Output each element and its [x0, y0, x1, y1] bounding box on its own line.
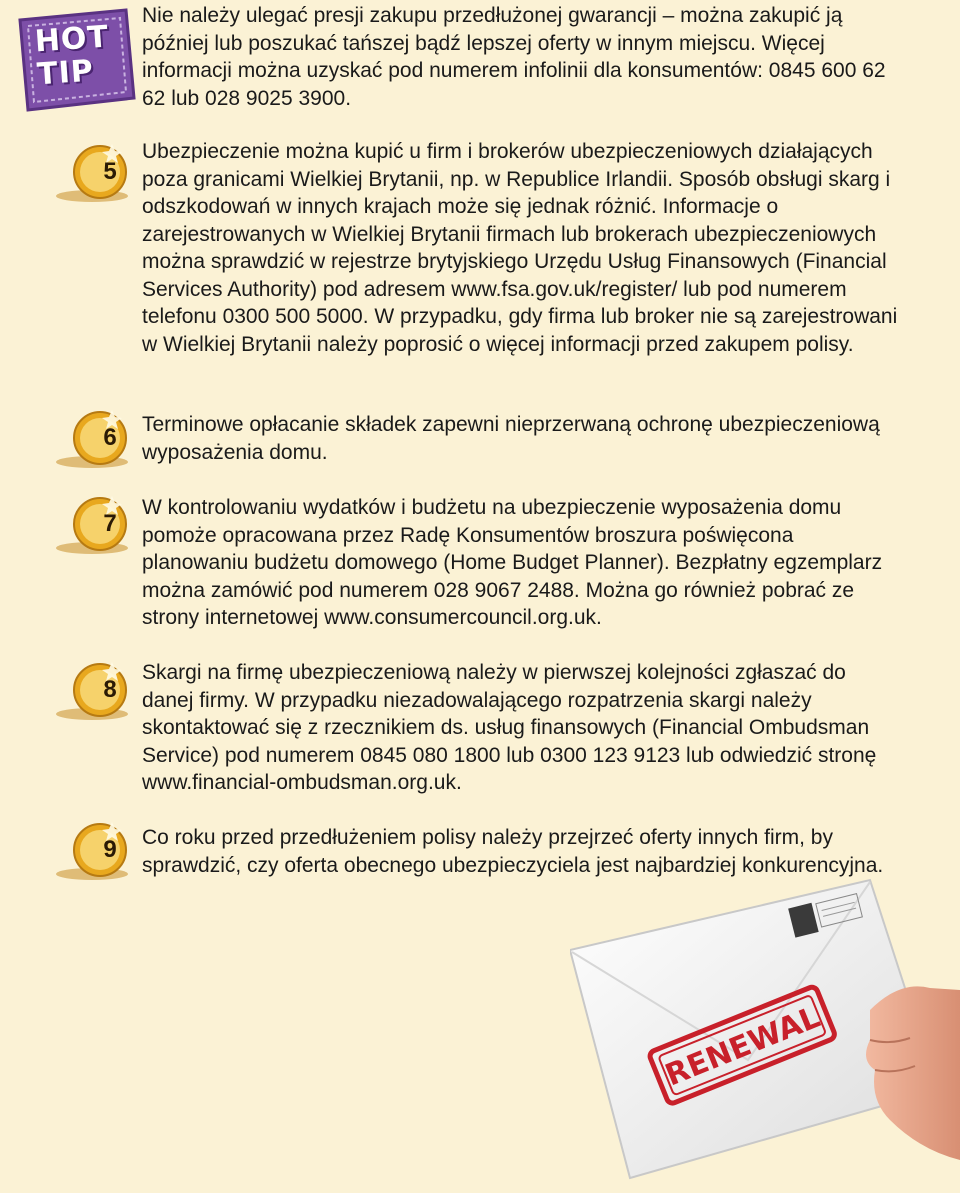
number-badge-5 [72, 144, 128, 200]
hot-tip-label: HOT TIP [33, 19, 111, 93]
number-badge-7 [72, 496, 128, 552]
tip-intro-text: Nie należy ulegać presji zakupu przedłużonej gwarancji – można zakupić ją później lub poszukać tańszej bądź lepszej oferty w innym miejscu. Więcej informacji można uzyskać pod numerem infolinii dla konsumentów: 0845 600 62 62 lub 028 9025 3900. [142, 4, 886, 110]
envelope-icon [570, 860, 960, 1188]
number-badge-8 [72, 662, 128, 718]
number-badge-6 [72, 410, 128, 466]
tip-7-text: W kontrolowaniu wydatków i budżetu na ubezpieczenie wyposażenia domu pomoże opracowana przez Radę Konsumentów broszura poświęcona planowaniu budżetu domowego (Home Budget Planner). Bezpłatny egzemplarz można zamówić pod numerem 028 9067 2488. Można go również pobrać ze strony internetowej www.consumercouncil.org.uk. [142, 496, 883, 629]
tip-5-text: Ubezpieczenie można kupić u firm i brokerów ubezpieczeniowych działających poza granicami Wielkiej Brytanii, np. w Republice Irlandii. Sposób obsługi skarg i odszkodowań w innych krajach może się jednak różnić. Informacje o zarejestrowanych w Wielkiej Brytanii firmach lub brokerach ubezpieczeniowych można sprawdzić w rejestrze brytyjskiego Urzędu Usług Finansowych (Financial Services Authority) pod adresem www.fsa.gov.uk/register/ lub pod numerem telefonu 0300 500 5000. W przypadku, gdy firma lub broker nie są zarejestrowani w Wielkiej Brytanii należy poprosić o więcej informacji przed zakupem polisy. [142, 140, 898, 356]
tip-9-text: Co roku przed przedłużeniem polisy należy przejrzeć oferty innych firm, by sprawdzić, czy oferta obecnego ubezpieczyciela jest najbardziej konkurencyjna. [142, 826, 884, 877]
tip-8-text: Skargi na firmę ubezpieczeniową należy w pierwszej kolejności zgłaszać do danej firmy. W przypadku niezadowalającego rozpatrzenia skargi należy skontaktować się z rzecznikiem ds. usług finansowych (Financial Ombudsman Service) pod numerem 0845 080 1800 lub 0300 123 9123 lub odwiedzić stronę www.financial-ombudsman.org.uk. [142, 661, 877, 794]
renewal-stamp-text: RENEWAL [660, 999, 826, 1094]
badge-number: 9 [103, 836, 117, 863]
badge-number: 8 [103, 676, 117, 703]
badge-number: 6 [103, 424, 117, 451]
renewal-envelope-illustration [570, 860, 960, 1188]
number-badge-9 [72, 822, 128, 878]
hand-icon [866, 986, 960, 1160]
badge-number: 7 [103, 510, 117, 537]
badge-number: 5 [103, 158, 117, 185]
tip-6-text: Terminowe opłacanie składek zapewni nieprzerwaną ochronę ubezpieczeniową wyposażenia domu. [142, 413, 880, 464]
hot-tip-logo [14, 6, 138, 114]
